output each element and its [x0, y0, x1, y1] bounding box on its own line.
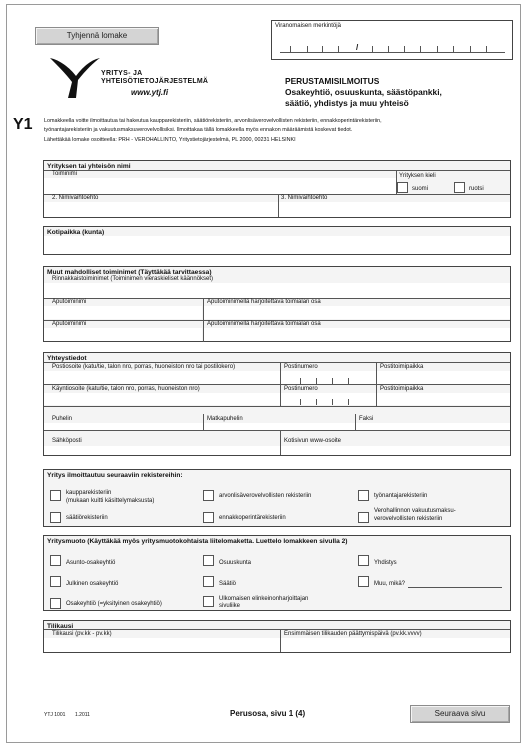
aux-name-2-label: Aputoiminimi [52, 321, 87, 327]
company-language-label: Yrityksen kieli [399, 173, 436, 179]
form-title: PERUSTAMISILMOITUS [285, 76, 380, 86]
public-company-checkbox[interactable] [50, 576, 61, 587]
footer-version: 1.2011 [75, 712, 90, 718]
employer-register-label: työnantajarekisteriin [374, 493, 428, 499]
footer-form-code: YTJ 1001 [44, 712, 66, 718]
authority-box [271, 20, 513, 60]
postoffice-field[interactable] [377, 371, 510, 384]
vat-register-label: arvonlisäverovelvollisten rekisteriin [219, 493, 312, 499]
authority-line [280, 52, 505, 53]
section-title: Yrityksen tai yhteisön nimi [47, 163, 131, 170]
cooperative-checkbox[interactable] [203, 555, 214, 566]
toiminimi-field[interactable] [44, 178, 396, 194]
intro-line3: Lähettäkää lomake osoitteella: PRH - VEROHALLINTO, Yritystietojärjestelmä, PL 2000, 00231 HELSINKI [44, 137, 296, 143]
other-type-field[interactable] [408, 581, 502, 588]
email-label: Sähköposti [52, 438, 82, 444]
aux-industry-2-field[interactable] [204, 328, 510, 341]
footer-page-label: Perusosa, sivu 1 (4) [230, 709, 306, 718]
email-field[interactable] [44, 446, 280, 455]
trade-register-label: kaupparekisteriin [66, 490, 112, 496]
association-checkbox[interactable] [358, 555, 369, 566]
foreign-branch-label-2: sivuliike [219, 603, 241, 609]
website-field[interactable] [281, 446, 510, 455]
intro-line2: työnantajarekisteriin ja vakuutusmaksuverovelvollisiksi. Ilmoittakaa tällä lomakkeella myös ennakon määräämistä koskevat tiedot. [44, 127, 353, 133]
trade-register-note: (mukaan kuitti käsittelymaksusta) [66, 498, 155, 504]
prepayment-register-label: ennakkoperintärekisteriin [219, 515, 286, 521]
phone-field[interactable] [44, 423, 203, 430]
other-type-checkbox[interactable] [358, 576, 369, 587]
association-label: Yhdistys [374, 560, 397, 566]
limited-company-label: Osakeyhtiö (=yksityinen osakeyhtiö) [66, 601, 162, 607]
housing-company-label: Asunto-osakeyhtiö [66, 560, 116, 566]
mobile-label: Matkapuhelin [207, 416, 243, 422]
postoffice-label: Postitoimipaikka [380, 364, 424, 370]
form-subtitle-2: säätiö, yhdistys ja muu yhteisö [285, 98, 409, 108]
postal-address-field[interactable] [44, 371, 280, 384]
postal-address-label: Postiosoite (katu/tie, talon nro, porras, huoneiston nro tai postilokero) [52, 364, 236, 370]
first-fiscal-end-field[interactable] [281, 638, 510, 652]
visit-postcode-label: Postinumero [284, 386, 318, 392]
aux-name-1-field[interactable] [44, 306, 202, 319]
phone-label: Puhelin [52, 416, 73, 422]
fiscal-period-label: Tilikausi (pv.kk - pv.kk) [52, 631, 112, 637]
foundation-label: Säätiö [219, 581, 237, 587]
aux-industry-1-field[interactable] [204, 306, 510, 319]
vat-register-checkbox[interactable] [203, 490, 214, 501]
website-label: Kotisivun www-osoite [284, 438, 342, 444]
cooperative-label: Osuuskunta [219, 560, 252, 566]
logo-line1: YRITYS- JA [101, 70, 143, 77]
section-title: Kotipaikka (kunta) [47, 229, 105, 236]
section-title: Yritysmuoto (Käyttäkää myös yritysmuotokohtaista liitelomaketta. Luettelo lomakkeen sivulla 2) [47, 538, 348, 545]
insurance-register-checkbox[interactable] [358, 512, 369, 523]
trade-register-checkbox[interactable] [50, 490, 61, 501]
clear-form-button[interactable]: Tyhjennä lomake [35, 27, 159, 45]
language-swedish-label: ruotsi [469, 186, 484, 192]
visiting-address-label: Käyntiosoite (katu/tie, talon nro, porras, huoneiston nro) [52, 386, 200, 392]
visit-postoffice-field[interactable] [377, 393, 510, 405]
language-finnish-label: suomi [412, 186, 429, 192]
foundation-register-checkbox[interactable] [50, 512, 61, 523]
fax-field[interactable] [356, 423, 510, 430]
postcode-label: Postinumero [284, 364, 318, 370]
alt-name-2-field[interactable] [44, 202, 278, 217]
alt-name-3-field[interactable] [279, 202, 510, 217]
visiting-address-field[interactable] [44, 393, 280, 405]
parallel-names-label: Rinnakkaistoiminimet (Toiminimen vieraskieliset käännökset) [52, 276, 214, 282]
foreign-branch-label-1: Ulkomaisen elinkeinonharjoittajan [219, 596, 309, 602]
form-subtitle-1: Osakeyhtiö, osuuskunta, säästöpankki, [285, 87, 442, 97]
public-company-label: Julkinen osakeyhtiö [66, 581, 119, 587]
aux-industry-1-label: Aputoiminimellä harjoitettava toimialan osa [207, 299, 321, 305]
authority-slash: / [356, 43, 359, 52]
foreign-branch-checkbox[interactable] [203, 596, 214, 607]
next-page-button[interactable]: Seuraava sivu [410, 705, 510, 723]
visit-postoffice-label: Postitoimipaikka [380, 386, 424, 392]
parallel-names-field[interactable] [44, 283, 510, 298]
insurance-register-label-2: verovelvollisten rekisteriin [374, 516, 443, 522]
aux-name-2-field[interactable] [44, 328, 202, 341]
intro-line1: Lomakkeella voitte ilmoittautua tai hakeutua kaupparekisteriin, säätiörekisteriin, arvonlisäverovelvollisten rekisteriin, ennakkoperintärekisteriin, [44, 118, 382, 124]
section-title: Tilikausi [47, 623, 74, 630]
visit-postcode-field[interactable] [281, 393, 376, 405]
prepayment-register-checkbox[interactable] [203, 512, 214, 523]
logo-line2: YHTEISÖTIETOJÄRJESTELMÄ [101, 78, 209, 85]
aux-industry-2-label: Aputoiminimellä harjoitettava toimialan osa [207, 321, 321, 327]
alt-name-2-label: 2. Nimivaihtoehto [52, 195, 99, 201]
authority-label: Viranomaisen merkintöjä [275, 23, 341, 29]
language-swedish-checkbox[interactable] [454, 182, 465, 193]
section-title: Yhteystiedot [47, 355, 87, 362]
foundation-checkbox[interactable] [203, 576, 214, 587]
housing-company-checkbox[interactable] [50, 555, 61, 566]
limited-company-checkbox[interactable] [50, 598, 61, 609]
other-type-label: Muu, mikä? [374, 581, 406, 587]
alt-name-3-label: 3. Nimivaihtoehto [281, 195, 328, 201]
ytj-logo-icon [46, 56, 102, 100]
language-finnish-checkbox[interactable] [397, 182, 408, 193]
postcode-field[interactable] [281, 371, 376, 384]
home-municipality-field[interactable] [44, 236, 510, 254]
mobile-field[interactable] [204, 423, 355, 430]
aux-name-1-label: Aputoiminimi [52, 299, 87, 305]
fax-label: Faksi [359, 416, 374, 422]
section-title: Muut mahdolliset toiminimet (Täyttäkää tarvittaessa) [47, 269, 212, 276]
insurance-register-label-1: Verohallinnon vakuutusmaksu- [374, 508, 456, 514]
section-title: Yritys ilmoittautuu seuraaviin rekistereihin: [47, 472, 183, 479]
foundation-register-label: säätiörekisteriin [66, 515, 108, 521]
fiscal-period-field[interactable] [44, 638, 280, 652]
toiminimi-label: Toiminimi [52, 171, 78, 177]
form-code: Y1 [13, 116, 33, 133]
first-fiscal-end-label: Ensimmäisen tilikauden päättymispäivä (pv.kk.vvvv) [284, 631, 422, 637]
employer-register-checkbox[interactable] [358, 490, 369, 501]
logo-url: www.ytj.fi [131, 88, 169, 97]
